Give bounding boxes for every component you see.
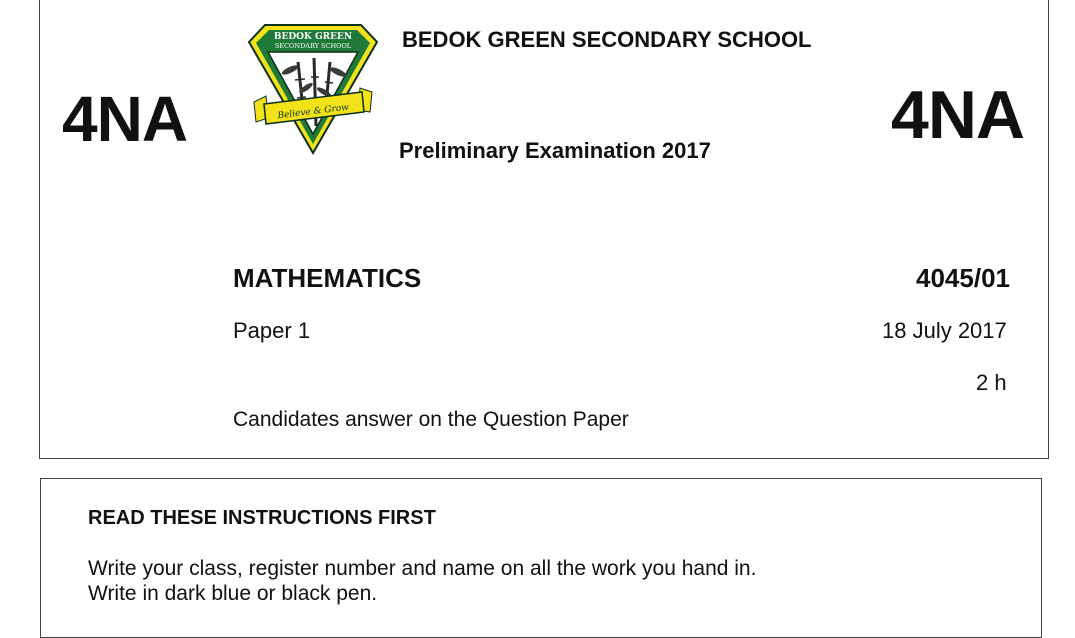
crest-bottom-text: SECONDARY SCHOOL <box>274 42 352 50</box>
paper-number: Paper 1 <box>233 318 311 343</box>
exam-title: Preliminary Examination 2017 <box>399 138 711 163</box>
course-code-right: 4NA <box>891 77 1025 153</box>
exam-date: 18 July 2017 <box>882 318 1007 343</box>
crest-motto: Believe & Grow <box>277 102 350 122</box>
crest-top-text: BEDOK GREEN <box>273 32 353 42</box>
cover-header-box <box>39 0 1049 459</box>
school-name: BEDOK GREEN SECONDARY SCHOOL <box>402 27 812 52</box>
course-code-left: 4NA <box>62 83 188 155</box>
instructions-heading: READ THESE INSTRUCTIONS FIRST <box>88 507 436 529</box>
paper-code: 4045/01 <box>916 263 1010 293</box>
instruction-line: Write in dark blue or black pen. <box>88 582 378 605</box>
answer-note: Candidates answer on the Question Paper <box>233 408 629 431</box>
exam-duration: 2 h <box>976 370 1007 395</box>
subject-title: MATHEMATICS <box>233 263 422 293</box>
school-crest-logo <box>246 22 380 156</box>
instruction-line: Write your class, register number and name on all the work you hand in. <box>88 557 757 580</box>
